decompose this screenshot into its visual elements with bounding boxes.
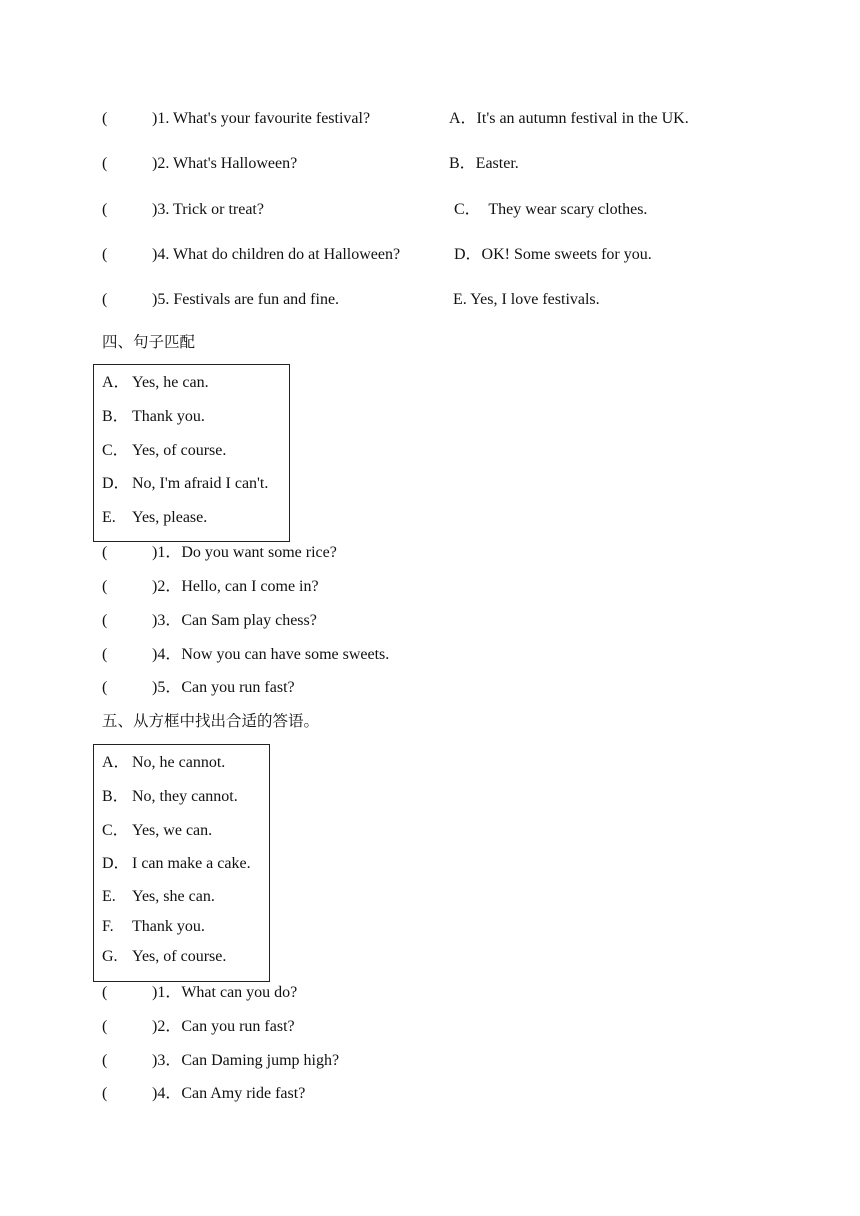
s4-question-1: ( )1．Do you want some rice? — [102, 544, 337, 561]
s3-answer-d: D．OK! Some sweets for you. — [454, 246, 652, 263]
s5-question-1: ( )1．What can you do? — [102, 984, 298, 1001]
s4-question-3: ( )3．Can Sam play chess? — [102, 612, 317, 629]
s5-option-f: F. Thank you. — [102, 918, 205, 935]
s4-option-e: E. Yes, please. — [102, 509, 208, 526]
s5-question-2: ( )2．Can you run fast? — [102, 1018, 295, 1035]
section4-heading: 四、句子匹配 — [102, 333, 196, 351]
s3-answer-e: E. Yes, I love festivals. — [453, 291, 600, 308]
s5-question-3: ( )3．Can Daming jump high? — [102, 1052, 340, 1069]
s4-option-a: A． Yes, he can. — [102, 374, 209, 391]
section5-heading: 五、从方框中找出合适的答语。 — [102, 712, 320, 730]
section4-option-box — [93, 364, 290, 542]
section5-option-box — [93, 744, 270, 982]
s5-option-g: G. Yes, of course. — [102, 948, 227, 965]
s4-option-b: B． Thank you. — [102, 408, 205, 425]
s5-option-d: D． I can make a cake. — [102, 855, 251, 872]
s3-question-2: ( )2. What's Halloween? — [102, 155, 298, 172]
s4-question-4: ( )4．Now you can have some sweets. — [102, 646, 390, 663]
s5-option-a: A． No, he cannot. — [102, 754, 226, 771]
s4-question-5: ( )5．Can you run fast? — [102, 679, 295, 696]
s3-answer-a: A．It's an autumn festival in the UK. — [449, 110, 689, 127]
s3-answer-b: B．Easter. — [449, 155, 519, 172]
s4-question-2: ( )2．Hello, can I come in? — [102, 578, 319, 595]
s4-option-c: C． Yes, of course. — [102, 442, 227, 459]
s3-question-5: ( )5. Festivals are fun and fine. — [102, 291, 340, 308]
s3-question-1: ( )1. What's your favourite festival? — [102, 110, 371, 127]
s3-answer-c: C． They wear scary clothes. — [454, 201, 648, 218]
s5-option-c: C． Yes, we can. — [102, 822, 213, 839]
s5-option-e: E. Yes, she can. — [102, 888, 215, 905]
s3-question-3: ( )3. Trick or treat? — [102, 201, 264, 218]
s5-question-4: ( )4．Can Amy ride fast? — [102, 1085, 306, 1102]
s5-option-b: B． No, they cannot. — [102, 788, 238, 805]
s4-option-d: D． No, I'm afraid I can't. — [102, 475, 269, 492]
s3-question-4: ( )4. What do children do at Halloween? — [102, 246, 401, 263]
